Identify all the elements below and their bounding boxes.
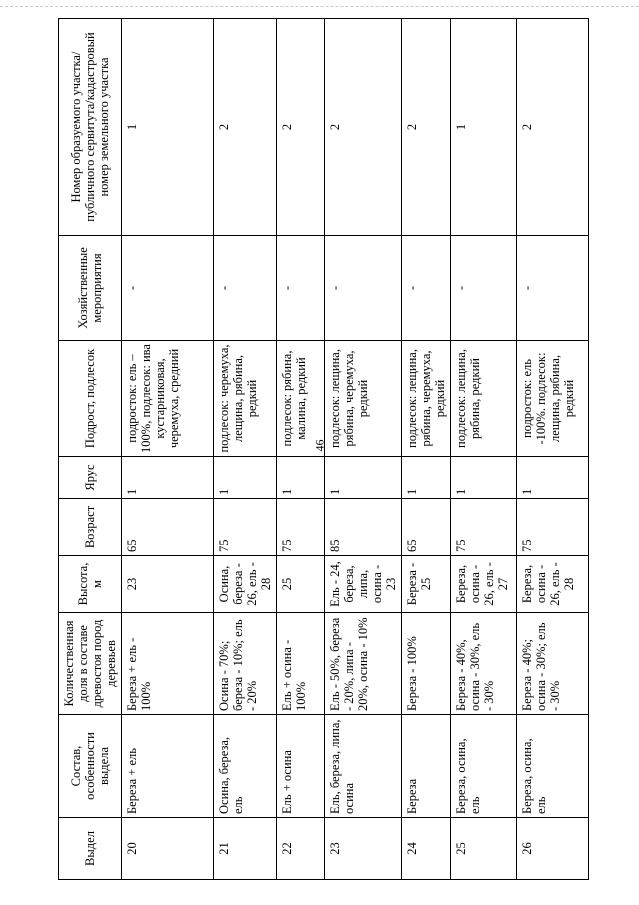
cell-undergrowth: подлесок: лещина, рябина, черемуха, редкий [325,341,402,457]
cell-plot-number: 2 [517,19,589,236]
cell-share: Береза - 100% [402,613,451,715]
cell-tier: 1 [325,457,402,499]
cell-share: Ель + осина - 100% [277,613,325,715]
cell-height: Осина, береза - 26, ель - 28 [214,556,277,613]
cell-plot-number: 2 [277,19,325,236]
forest-inventory-table [58,18,589,880]
cell-vydel: 24 [402,818,451,880]
cell-undergrowth: подросток: ель – 100%, подлесок: ива кустарниковая, черемуха, средний [122,341,214,457]
cell-measures: - [451,236,517,341]
cell-composition: Береза, осина, ель [517,715,589,818]
cell-measures: - [402,236,451,341]
cell-height: Береза - 25 [402,556,451,613]
cell-tier: 1 [517,457,589,499]
cell-plot-number: 1 [122,19,214,236]
table-row [122,19,214,880]
cell-measures: - [325,236,402,341]
cell-vydel: 22 [277,818,325,880]
cell-age: 65 [402,499,451,556]
cell-tier: 1 [214,457,277,499]
cell-composition: Береза, осина, ель [451,715,517,818]
cell-share: Осина - 70%; береза - 10%; ель - 20% [214,613,277,715]
cell-vydel: 20 [122,818,214,880]
scan-top-edge [0,6,639,7]
cell-plot-number: 2 [325,19,402,236]
header-measures: Хозяйственные мероприятия [59,236,122,341]
cell-measures: - [277,236,325,341]
header-height: Высота, м [59,556,122,613]
header-plot-number: Номер образуемого участка/публичного сервитута/кадастровый номер земельного участка [59,19,122,236]
cell-vydel: 21 [214,818,277,880]
cell-share: Береза - 40%, осина - 30%, ель - 30% [451,613,517,715]
cell-plot-number: 2 [402,19,451,236]
cell-vydel: 23 [325,818,402,880]
cell-vydel: 26 [517,818,589,880]
cell-plot-number: 2 [214,19,277,236]
table-row [214,19,277,880]
table-row [325,19,402,880]
cell-age: 85 [325,499,402,556]
cell-composition: Осина, береза, ель [214,715,277,818]
cell-share: Береза + ель - 100% [122,613,214,715]
cell-height: 23 [122,556,214,613]
cell-tier: 1 [402,457,451,499]
table-row [517,19,589,880]
header-composition: Состав, особенности выдела [59,715,122,818]
cell-measures: - [517,236,589,341]
cell-composition: Ель, береза, липа, осина [325,715,402,818]
cell-age: 75 [451,499,517,556]
cell-height: Ель - 24, береза, липа, осина - 23 [325,556,402,613]
header-tier: Ярус [59,457,122,499]
cell-height: 25 [277,556,325,613]
header-age: Возраст [59,499,122,556]
cell-height: Береза, осина - 26, ель - 28 [517,556,589,613]
header-vydel: Выдел [59,818,122,880]
table-row [277,19,325,880]
cell-composition: Береза [402,715,451,818]
cell-share: Ель - 50%, береза - 20%, липа - 20%, осина - 10% [325,613,402,715]
table-header-row [59,19,122,880]
page-number: 46 [312,439,327,452]
cell-age: 75 [277,499,325,556]
rotated-table-container [58,19,576,880]
cell-age: 75 [517,499,589,556]
cell-undergrowth: подросток: ель -100%. подлесок: лещина, рябина, редкий [517,341,589,457]
cell-height: Береза, осина - 26, ель - 27 [451,556,517,613]
header-undergrowth: Подрост, подлесок [59,341,122,457]
cell-share: Береза - 40%; осина - 30%; ель - 30% [517,613,589,715]
cell-age: 65 [122,499,214,556]
cell-undergrowth: подлесок: лещина, рябина, черемуха, редкий [402,341,451,457]
cell-tier: 1 [277,457,325,499]
cell-undergrowth: подлесок: черемуха, лещина, рябина, редкий [214,341,277,457]
cell-composition: Береза + ель [122,715,214,818]
cell-age: 75 [214,499,277,556]
cell-measures: - [214,236,277,341]
cell-vydel: 25 [451,818,517,880]
cell-plot-number: 1 [451,19,517,236]
table-row [402,19,451,880]
cell-tier: 1 [122,457,214,499]
cell-composition: Ель + осина [277,715,325,818]
cell-undergrowth: подлесок: лещина, рябина, редкий [451,341,517,457]
header-share: Количественная доля в составе древостоя пород деревьев [59,613,122,715]
cell-tier: 1 [451,457,517,499]
cell-measures: - [122,236,214,341]
cell-undergrowth: подлесок: рябина, малина, редкий [277,341,325,457]
table-row [451,19,517,880]
